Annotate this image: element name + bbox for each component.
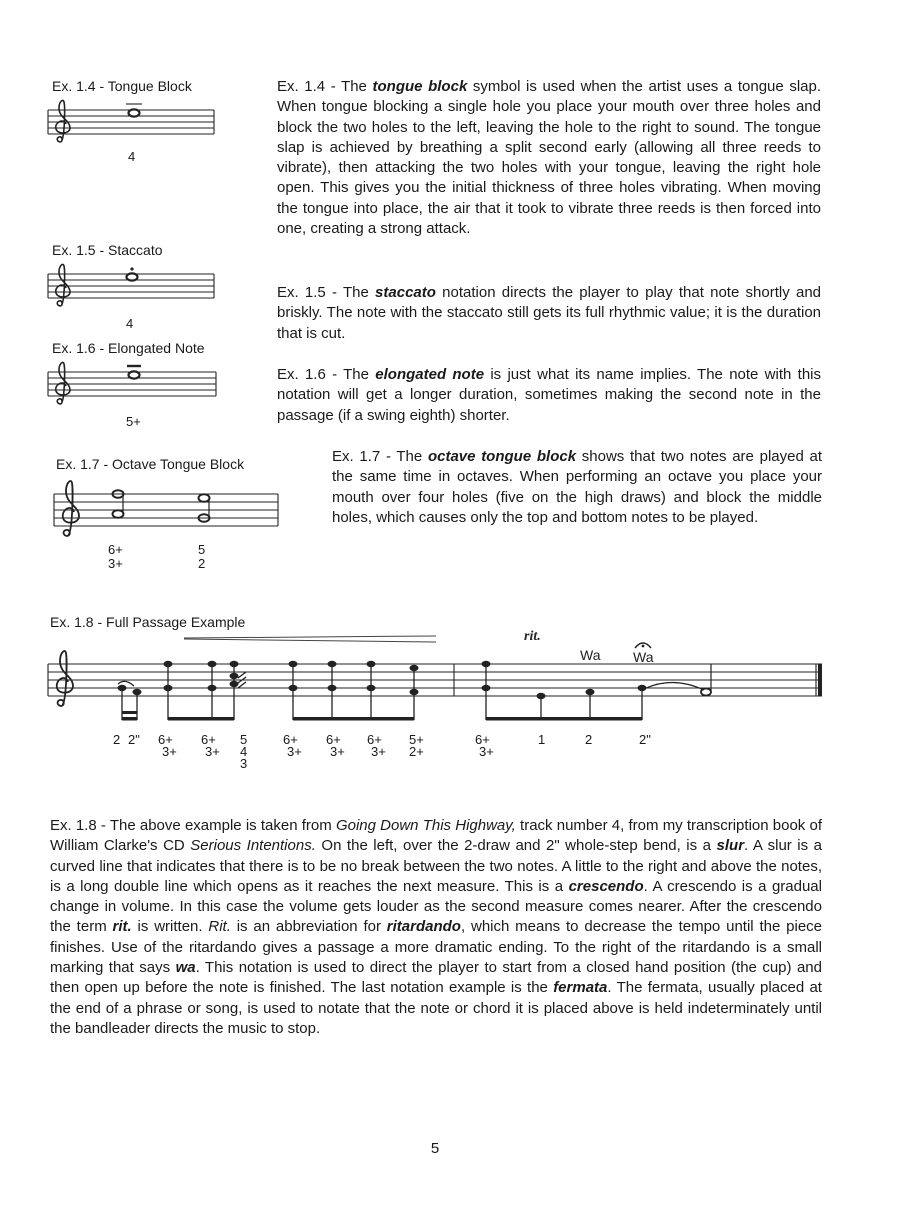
ex18-tab-7-bottom: 3+ <box>330 744 345 759</box>
ex18-tab-3-top: 6+ <box>158 732 173 747</box>
ex14-caption: Ex. 1.4 - Tongue Block <box>52 78 192 94</box>
ex17-tab-2-bottom: 2 <box>198 556 206 571</box>
ex18-tab-7-top: 6+ <box>326 732 341 747</box>
ex17-tab-1-top: 6+ <box>108 542 123 557</box>
treble-clef-icon <box>56 264 70 306</box>
ex18-tab-3-bottom: 3+ <box>162 744 177 759</box>
ex17-paragraph: Ex. 1.7 - The octave tongue block shows that two notes are played at the same time in octaves. When performing an octave you place your mouth over four holes (five on the high draws) and block the middle holes, which causes only the top and bottom notes to be played. <box>332 448 823 526</box>
ex18-tab-8-top: 6+ <box>367 732 382 747</box>
ex15-staff <box>46 262 222 332</box>
ex18-tab-6-top: 6+ <box>283 732 298 747</box>
ritardando-marking: rit. <box>524 629 541 644</box>
whole-note <box>127 273 138 280</box>
tie <box>646 682 704 690</box>
crescendo-line <box>184 636 436 638</box>
ex17-tab-2-top: 5 <box>198 542 206 557</box>
ex18-tab-10-top: 6+ <box>475 732 490 747</box>
ex15-tab-label: 4 <box>126 316 134 331</box>
half-note <box>701 689 711 696</box>
final-barline <box>818 664 822 696</box>
ex18-staff <box>44 628 834 780</box>
ex14-tab-label: 4 <box>128 149 136 164</box>
wa-fermata-marking: Wa <box>633 649 654 665</box>
wa-marking: Wa <box>580 647 601 663</box>
ex18-tab-6-bottom: 3+ <box>287 744 302 759</box>
ex17-staff <box>52 478 287 578</box>
ex15-paragraph: Ex. 1.5 - The staccato notation directs the player to play that note shortly and briskly. The note with the staccato still gets its full rhythmic value; it is the duration that is cut. <box>277 284 822 342</box>
ex18-tab-row <box>113 732 651 771</box>
treble-clef-icon <box>63 481 79 536</box>
ex17-caption: Ex. 1.7 - Octave Tongue Block <box>56 456 245 472</box>
ex17-tab-1-bottom: 3+ <box>108 556 123 571</box>
ex18-tab-13: 2" <box>639 732 651 747</box>
ex18-tab-2: 2" <box>128 732 140 747</box>
ex18-tab-5-top: 5 <box>240 732 248 747</box>
ex15-caption: Ex. 1.5 - Staccato <box>52 242 163 258</box>
ex18-tab-8-bottom: 3+ <box>371 744 386 759</box>
whole-note <box>129 371 140 378</box>
ex18-tab-5-bottom: 3 <box>240 756 248 771</box>
ex18-caption: Ex. 1.8 - Full Passage Example <box>50 614 246 630</box>
treble-clef-icon <box>56 362 70 404</box>
ex18-tab-9-top: 5+ <box>409 732 424 747</box>
ex18-tab-10-bottom: 3+ <box>479 744 494 759</box>
ex16-paragraph: Ex. 1.6 - The elongated note is just what its name implies. The note with this notation will get a longer duration, sometimes making the second note in the passage (if a swing eighth) shorter. <box>277 366 821 424</box>
ex16-tab-label: 5+ <box>126 414 141 429</box>
ex18-paragraph: Ex. 1.8 - The above example is taken from Going Down This Highway, track number 4, from my transcription book of William Clarke's CD Serious Intentions. On the left, over the 2-draw and 2" whole-step bend, is a slur. A slur is a curved line that indicates that there is to be no break between the two notes. A little to the right and above the notes, is a long double line which opens as it reaches the next measure. This is a crescendo. A crescendo is a gradual change in volume. In this case the volume gets louder as the second measure comes nearer. After the crescendo the term rit. is written. Rit. is an abbreviation for ritardando, which means to decrease the tempo until the piece finishes. Use of the ritardando gives a passage a more dramatic ending. To the right of the ritardando is a small marking that says wa. This notation is used to direct the player to start from a closed hand position (the cup) and then open up before the note is finished. The last notation example is the fermata. The fermata, usually placed at the end of a phrase or song, is used to notate that the note or chord it is placed above is held indeterminately until the bandleader directs the music to stop. <box>50 817 823 1037</box>
ex18-tab-11: 1 <box>538 732 546 747</box>
ex18-tab-1: 2 <box>113 732 121 747</box>
whole-note <box>129 109 140 116</box>
staccato-dot <box>130 267 133 270</box>
treble-clef-icon <box>57 651 73 706</box>
ex18-tab-12: 2 <box>585 732 593 747</box>
treble-clef-icon <box>56 100 70 142</box>
ex14-staff <box>46 98 222 168</box>
ex16-staff <box>46 360 222 432</box>
ex18-tab-4-top: 6+ <box>201 732 216 747</box>
ex14-paragraph: Ex. 1.4 - The tongue block symbol is used when the artist uses a tongue slap. When tongue blocking a single hole you place your mouth over three holes and block the two holes to the left, leaving the hole to the right to sound. The tongue slap is achieved by breathing a split second early (allowing all three reeds to vibrate), then attacking the two holes with your tongue, leaving the right hole open. This gives you the initial thickness of three holes vibrating. When moving the tongue into place, the air that it took to vibrate three reeds is then forced into one, creating a strong attack. <box>277 78 822 238</box>
ex18-tab-4-bottom: 3+ <box>205 744 220 759</box>
ex16-caption: Ex. 1.6 - Elongated Note <box>52 340 205 356</box>
ex18-tab-5-mid: 4 <box>240 744 248 759</box>
ex18-tab-9-bottom: 2+ <box>409 744 424 759</box>
page-number: 5 <box>430 1140 440 1157</box>
